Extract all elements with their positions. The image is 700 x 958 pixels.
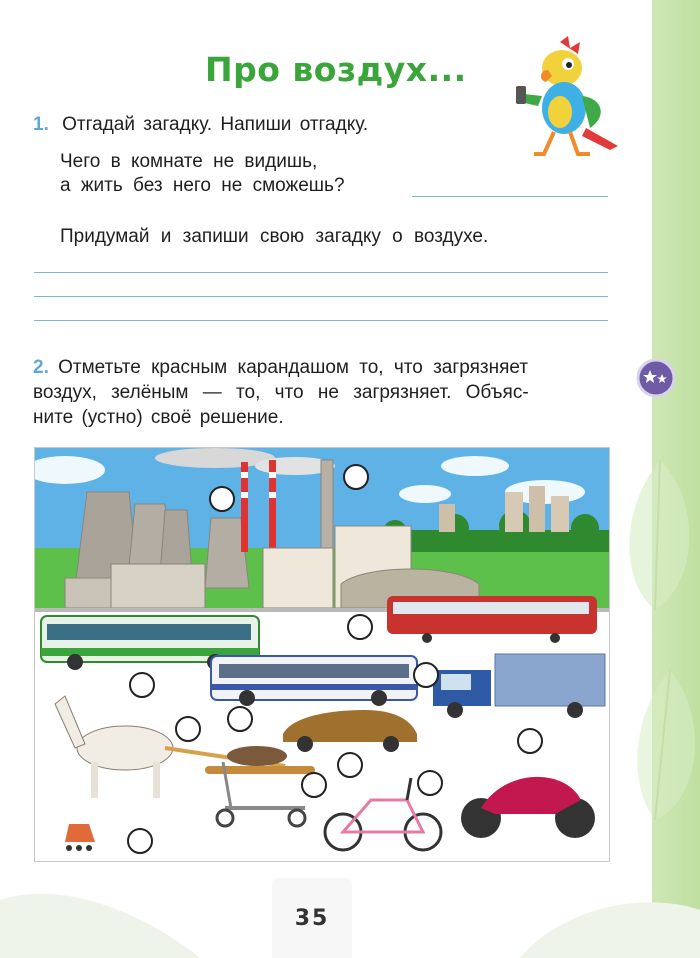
answer-circle-cooling-towers[interactable] (209, 486, 235, 512)
answer-circle-motorbike[interactable] (417, 770, 443, 796)
task1-instruction2: Придумай и запиши свою загадку о воздухе. (60, 226, 489, 247)
answer-circle-truck[interactable] (413, 662, 439, 688)
task2-line-2: воздух, зелёным — то, что не загрязняет. Объяс- (33, 382, 529, 403)
task1-instruction-text: Отгадай загадку. Напиши отгадку. (62, 114, 369, 135)
writing-line-3[interactable] (34, 320, 608, 321)
answer-circle-scooter[interactable] (301, 772, 327, 798)
task2-line-1 (33, 357, 528, 379)
task2-number: 2. (33, 357, 49, 378)
answer-circle-trolleybus-green[interactable] (129, 672, 155, 698)
answer-circle-factory[interactable] (343, 464, 369, 490)
answer-circle-trolleybus-blue[interactable] (227, 706, 253, 732)
answer-circle-car[interactable] (517, 728, 543, 754)
page-number: 35 (294, 906, 330, 931)
task2-line-1-text: Отметьте красным карандашом то, что загрязняет (58, 357, 529, 378)
task1-number: 1. (33, 114, 49, 135)
task1-instruction (33, 114, 368, 136)
answer-circle-tram[interactable] (347, 614, 373, 640)
riddle-answer-line[interactable] (412, 196, 608, 197)
answer-circle-bicycle[interactable] (337, 752, 363, 778)
page-title: Про воздух... (205, 50, 467, 89)
riddle-line-1: Чего в комнате не видишь, (60, 151, 318, 172)
answer-circle-horse-sledge[interactable] (175, 716, 201, 742)
writing-line-1[interactable] (34, 272, 608, 273)
riddle-line-2: а жить без него не сможешь? (60, 175, 345, 196)
writing-line-2[interactable] (34, 296, 608, 297)
pollution-illustration (34, 447, 610, 862)
answer-circle-roller-skate[interactable] (127, 828, 153, 854)
scene-drawing (35, 448, 609, 861)
parrot-icon (498, 36, 622, 162)
task2-line-3: ните (устно) своё решение. (33, 407, 284, 428)
stars-badge-icon (636, 358, 676, 398)
page-number-tab (272, 878, 352, 958)
